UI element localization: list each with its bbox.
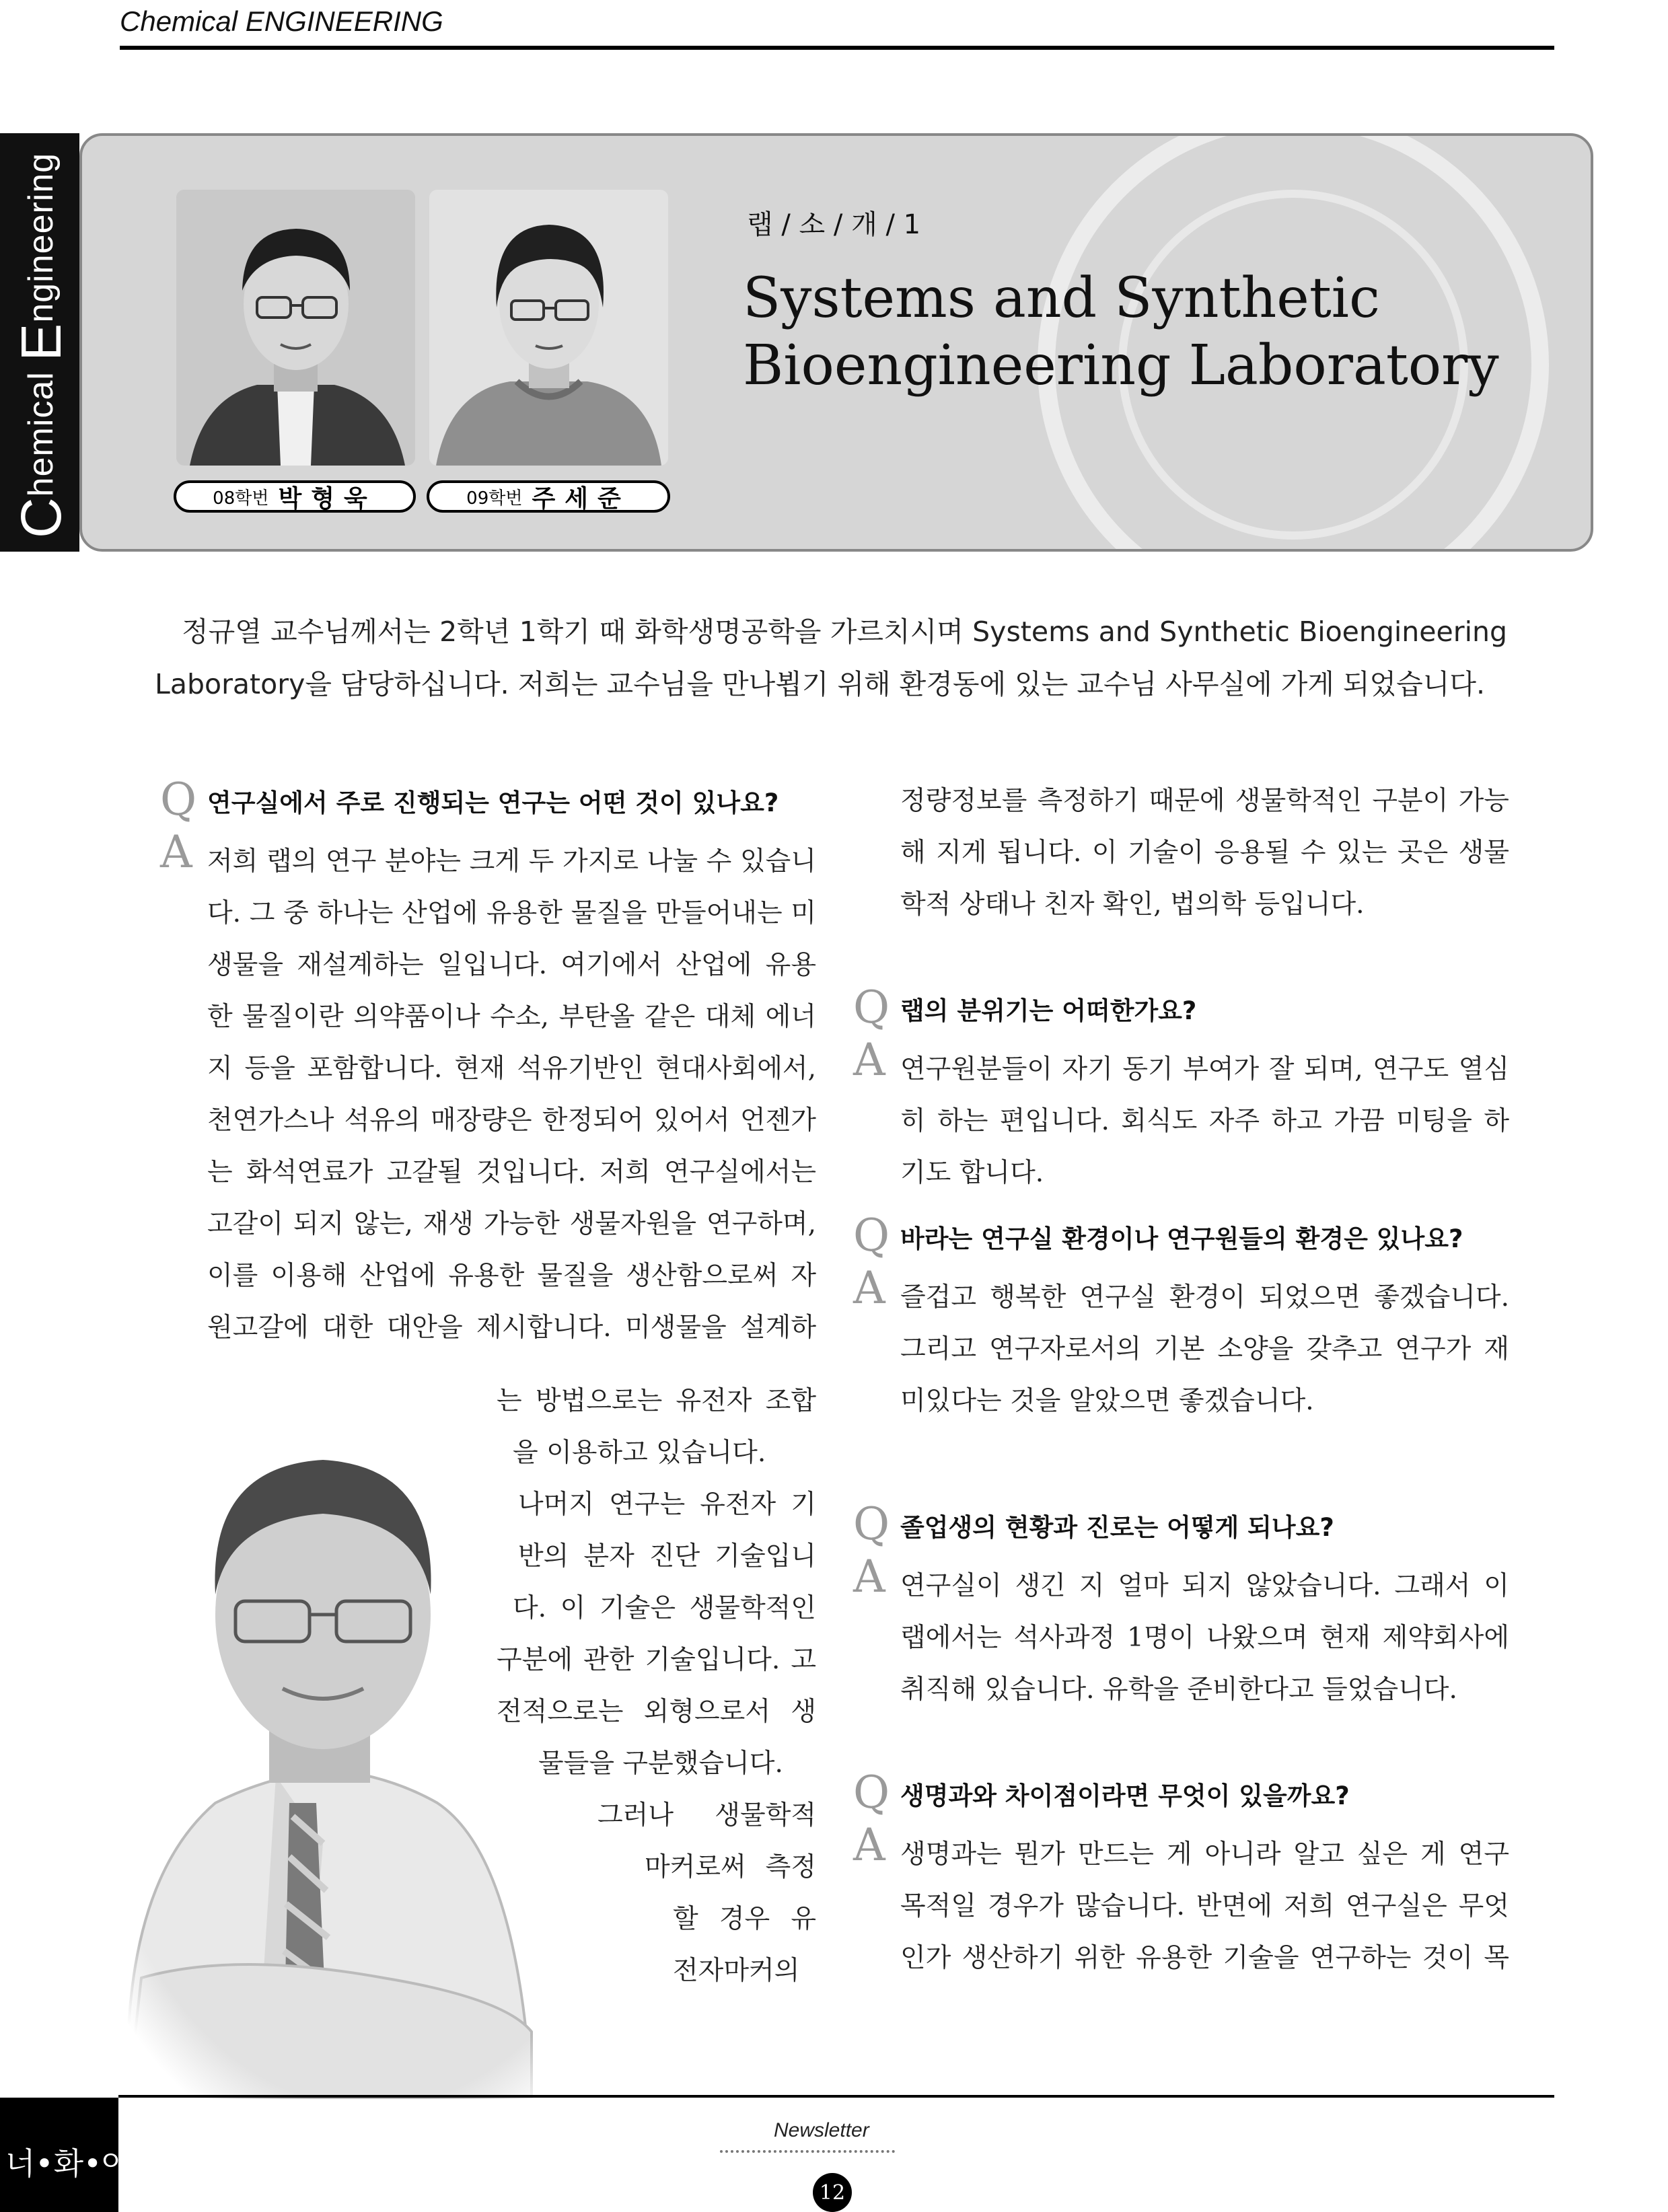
- intro-paragraph: [155, 605, 1507, 710]
- q-mark: Q: [853, 982, 890, 1033]
- answer-continuation: [853, 775, 1509, 930]
- question-block: [853, 1767, 1509, 1818]
- qa-pair: [853, 1767, 1509, 1984]
- wrapped-answer-line: 다. 이 기술은 생물학적인: [513, 1593, 816, 1623]
- answer-line: 그리고 연구자로서의 기본 소양을 갖추고 연구가 재: [900, 1334, 1509, 1364]
- wrapped-answer-line: 반의 분자 진단 기술입니: [518, 1541, 816, 1572]
- answer-line: 랩에서는 석사과정 1명이 나왔으며 현재 제약회사에: [900, 1623, 1509, 1653]
- answer-line: 저희 랩의 연구 분야는 크게 두 가지로 나눌 수 있습니: [207, 846, 816, 877]
- student-portrait-2: [429, 190, 668, 466]
- question-block: [853, 1210, 1509, 1261]
- q-mark: Q: [853, 1498, 890, 1550]
- wrapped-answer-line: 나머지 연구는 유전자 기: [518, 1489, 816, 1520]
- q-mark: Q: [853, 1210, 890, 1261]
- answer-line: 원고갈에 대한 대안을 제시합니다. 미생물을 설계하: [207, 1313, 816, 1343]
- answer-line: 천연가스나 석유의 매장량은 한정되어 있어서 언젠가: [207, 1105, 816, 1136]
- wrapped-answer-line: 마커로써 측정: [645, 1852, 816, 1882]
- student-nameplate-1: [174, 480, 416, 513]
- question-block: [853, 982, 1509, 1033]
- answer-line: 취직해 있습니다. 유학을 준비한다고 들었습니다.: [900, 1674, 1457, 1705]
- answer-line: 즐겁고 행복한 연구실 환경이 되었으면 좋겠습니다.: [900, 1282, 1509, 1313]
- student-nameplate-2: [427, 480, 670, 513]
- student-year: 09학번: [466, 488, 523, 509]
- article-title-line2: Bioengineering Laboratory: [743, 334, 1499, 398]
- answer-text: [900, 1829, 1509, 1984]
- wrapped-answer-line: 물들을 구분했습니다.: [538, 1748, 783, 1779]
- intro-line-2: Laboratory을 담당하십니다. 저희는 교수님을 만나뵙기 위해 환경동에 있는 교수님 사무실에 가게 되었습니다.: [155, 668, 1485, 700]
- answer-continued-text: [900, 775, 1509, 930]
- student-photo-2: [429, 190, 668, 466]
- wrapped-answer-line: 는 방법으로는 유전자 조합: [497, 1386, 816, 1416]
- footer-rule: [118, 2095, 1554, 2098]
- left-column: [160, 774, 816, 1354]
- question-block: [160, 774, 816, 825]
- a-mark: A: [160, 826, 192, 878]
- answer-block: [160, 826, 816, 1354]
- answer-line: 생명과는 뭔가 만드는 게 아니라 알고 싶은 게 연구: [900, 1839, 1509, 1870]
- wrapped-answer-line: 그러나 생물학적: [597, 1800, 816, 1831]
- header-rule: [120, 46, 1554, 50]
- answer-line: 생물을 재설계하는 일입니다. 여기에서 산업에 유용: [207, 950, 816, 980]
- answer-line: 기도 합니다.: [900, 1158, 1044, 1188]
- answer-line: 정량정보를 측정하기 때문에 생물학적인 구분이 가능: [900, 786, 1509, 816]
- q-mark: Q: [160, 774, 197, 825]
- a-mark: A: [853, 1551, 885, 1602]
- a-mark: A: [853, 1819, 885, 1871]
- article-title: [743, 265, 1499, 400]
- answer-line: 해 지게 됩니다. 이 기술이 응용될 수 있는 곳은 생물: [900, 838, 1509, 868]
- answer-line: 인가 생산하기 위한 유용한 기술을 연구하는 것이 목: [900, 1943, 1509, 1973]
- student-photo-1: [176, 190, 415, 466]
- side-label-cap1: C: [9, 496, 73, 538]
- question-text: 랩의 분위기는 어떠한가요?: [900, 996, 1197, 1025]
- answer-block: [853, 1262, 1509, 1427]
- side-label-part1: hemical: [22, 361, 61, 497]
- qa-pair: [853, 1210, 1509, 1427]
- answer-line: 이를 이용해 산업에 유용한 물질을 생산함으로써 자: [207, 1261, 816, 1291]
- question-text: 생명과와 차이점이라면 무엇이 있을까요?: [900, 1781, 1350, 1810]
- answer-line: 학적 상태나 친자 확인, 법의학 등입니다.: [900, 889, 1365, 920]
- wrapped-answer-line: 전자마커의: [673, 1956, 800, 1986]
- answer-text: [900, 1560, 1509, 1716]
- question-text: 연구실에서 주로 진행되는 연구는 어떤 것이 있나요?: [207, 788, 779, 817]
- a-mark: A: [853, 1262, 885, 1314]
- article-title-line1: Systems and Synthetic: [743, 266, 1380, 330]
- answer-line: 연구원분들이 자기 동기 부여가 잘 되며, 연구도 열심: [900, 1054, 1509, 1084]
- magazine-brand: 너•화•아: [5, 2145, 132, 2182]
- student-name: 박형욱: [278, 484, 377, 513]
- series-kicker: 랩 / 소 / 개 / 1: [747, 209, 921, 240]
- answer-line: 고갈이 되지 않는, 재생 가능한 생물자원을 연구하며,: [207, 1209, 816, 1239]
- wrapped-answer-line: 을 이용하고 있습니다.: [513, 1438, 766, 1468]
- right-column: [853, 775, 1509, 1984]
- question-text: 바라는 연구실 환경이나 연구원들의 환경은 있나요?: [900, 1224, 1463, 1253]
- wrapped-answer-line: 구분에 관한 기술입니다. 고: [497, 1645, 816, 1675]
- answer-line: 연구실이 생긴 지 얼마 되지 않았습니다. 그래서 이: [900, 1571, 1509, 1601]
- running-header: Chemical ENGINEERING: [120, 5, 443, 37]
- answer-text: [207, 836, 816, 1354]
- answer-line: 다. 그 중 하나는 산업에 유용한 물질을 만들어내는 미: [207, 898, 816, 928]
- q-mark: Q: [853, 1767, 890, 1818]
- qa-pair: [853, 982, 1509, 1199]
- newsletter-label: Newsletter: [774, 2119, 869, 2141]
- right-qa-list: [853, 982, 1509, 1984]
- question-text: 졸업생의 현황과 진로는 어떻게 되나요?: [900, 1513, 1334, 1542]
- side-label-text: [4, 135, 78, 538]
- answer-line: 지 등을 포함합니다. 현재 석유기반인 현대사회에서,: [207, 1054, 816, 1084]
- answer-line: 히 하는 편입니다. 회식도 자주 하고 가끔 미팅을 하: [900, 1106, 1509, 1136]
- answer-text: [900, 1043, 1509, 1199]
- answer-block: [853, 1819, 1509, 1984]
- page-number: 12: [813, 2173, 852, 2212]
- qa-pair: [853, 1498, 1509, 1716]
- wrapped-answer-line: 할 경우 유: [673, 1904, 816, 1934]
- answer-block: [853, 1034, 1509, 1199]
- student-name: 주세준: [532, 484, 630, 513]
- answer-line: 한 물질이란 의약품이나 수소, 부탄올 같은 대체 에너: [207, 1002, 816, 1032]
- student-year: 08학번: [213, 488, 269, 509]
- intro-line-1: 정규열 교수님께서는 2학년 1학기 때 화학생명공학을 가르치시며 Systems and Synthetic Bioengineering: [182, 616, 1507, 648]
- answer-line: 미있다는 것을 알았으면 좋겠습니다.: [900, 1386, 1314, 1416]
- side-label-cap2: E: [9, 322, 73, 361]
- side-label-part2: ngineering: [22, 152, 61, 323]
- a-mark: A: [853, 1034, 885, 1086]
- answer-text: [900, 1271, 1509, 1427]
- footer-dotted-rule: [720, 2150, 895, 2153]
- answer-line: 목적일 경우가 많습니다. 반면에 저희 연구실은 무엇: [900, 1891, 1509, 1921]
- wrapped-answer-line: 전적으로는 외형으로서 생: [497, 1697, 816, 1727]
- student-portrait-1: [176, 190, 415, 466]
- question-block: [853, 1498, 1509, 1550]
- answer-line: 는 화석연료가 고갈될 것입니다. 저희 연구실에서는: [207, 1157, 816, 1187]
- answer-block: [853, 1551, 1509, 1716]
- title-banner: [79, 133, 1593, 552]
